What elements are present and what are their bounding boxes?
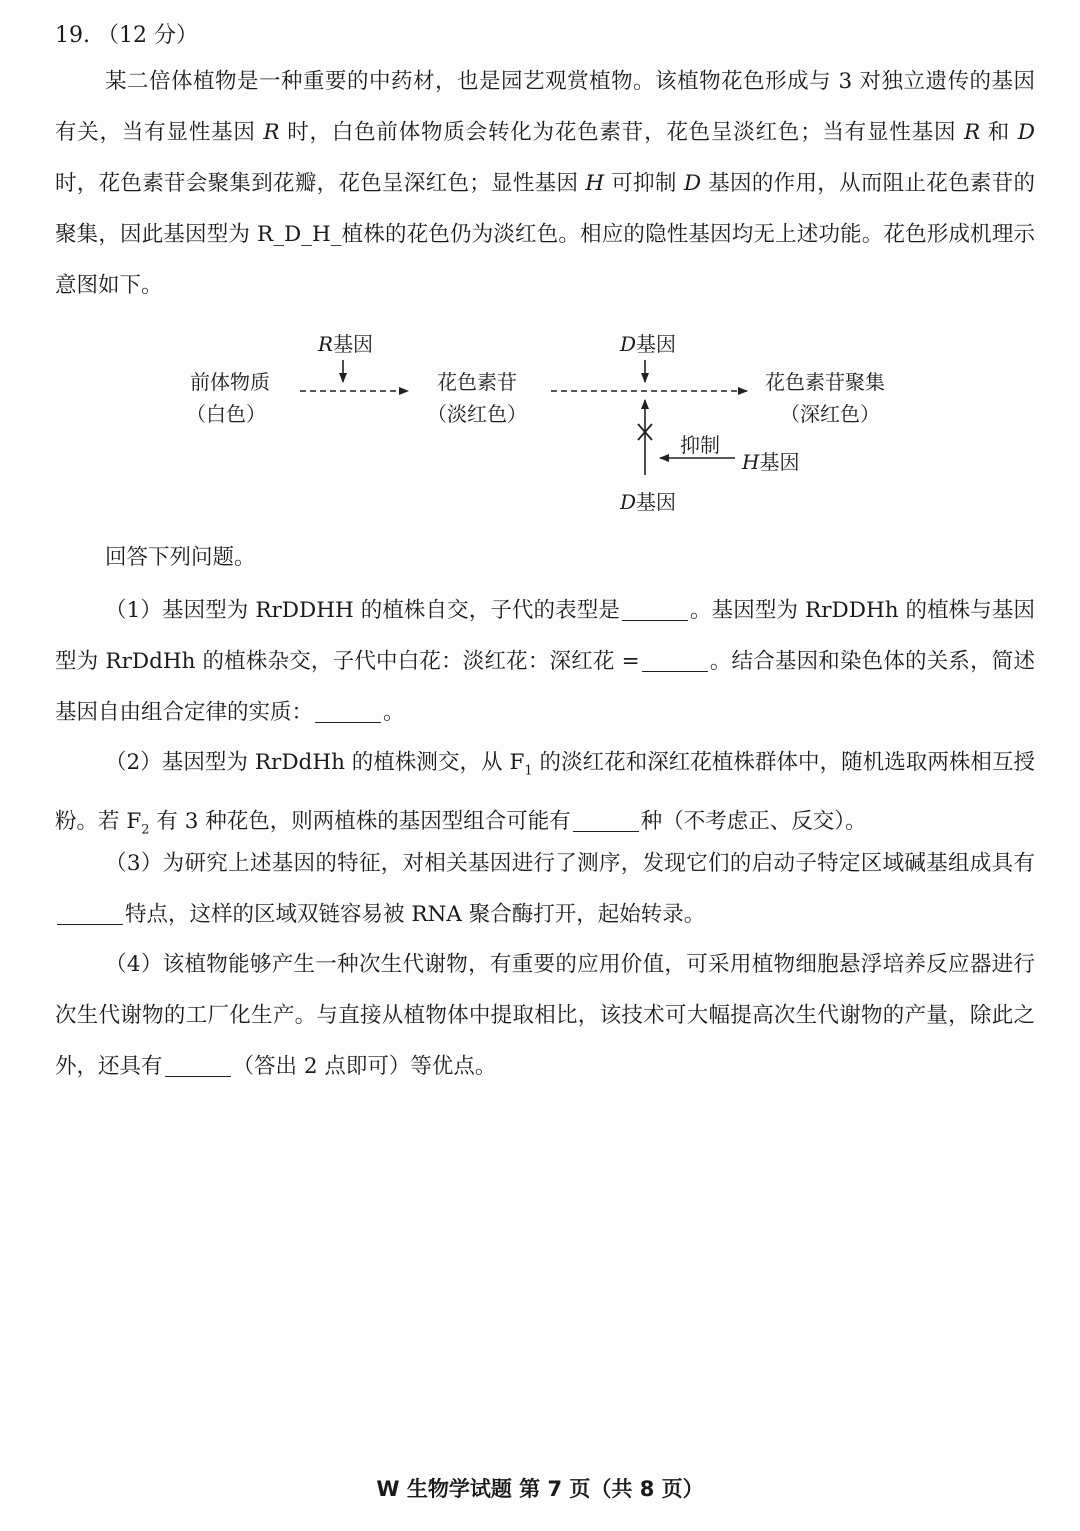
intro-text: 基因的作用，从而阻止花色素苷的聚集，因此基因型为 R_D_H_植株的花色仍为淡红色。相应的隐性基因均无上述功能。花色形成机理示意图如下。: [55, 171, 1035, 298]
intro-text: 和: [980, 120, 1018, 145]
question-number: 19.: [55, 23, 90, 48]
question-3: （3）为研究上述基因的特征，对相关基因进行了测序，发现它们的启动子特定区域碱基组成具有特点，这样的区域双链容易被 RNA 聚合酶打开，起始转录。: [55, 838, 1035, 940]
answer-blank[interactable]: [165, 1052, 231, 1077]
h-gene-label: H基因: [742, 450, 800, 474]
intro-text: 时，白色前体物质会转化为花色素苷，花色呈淡红色；当有显性基因: [279, 120, 964, 145]
gene-d: D: [1017, 120, 1036, 145]
precursor-color-label: （白色）: [186, 402, 266, 426]
gene-r: R: [963, 120, 981, 145]
anthocyanin-label: 花色素苷: [437, 370, 517, 394]
answer-blank[interactable]: [642, 647, 708, 672]
gene-d: D: [683, 171, 702, 196]
page-footer: W 生物学试题 第 7 页（共 8 页）: [376, 1477, 704, 1501]
answer-blank[interactable]: [57, 900, 123, 925]
question-1: （1）基因型为 RrDDHH 的植株自交，子代的表型是 。基因型为 RrDDHh 的植株与基因型为 RrDdHh 的植株杂交，子代中白花：淡红花：深红花 = 。结合基因和染色体的关系，简述基因自由组合定律的实质： 。: [55, 598, 1035, 725]
accumulation-label: 花色素苷聚集: [765, 370, 885, 394]
anthocyanin-color-label: （淡红色）: [427, 402, 527, 426]
intro-paragraph: [55, 56, 1035, 311]
intro-text: 可抑制: [604, 171, 684, 196]
accumulation-color-label: （深红色）: [780, 402, 880, 426]
answer-blank[interactable]: [315, 698, 381, 723]
question-header: [55, 18, 198, 49]
question-4: （4）该植物能够产生一种次生代谢物，有重要的应用价值，可采用植物细胞悬浮培养反应器进行次生代谢物的工厂化生产。与直接从植物体中提取相比，该技术可大幅提高次生代谢物的产量，除此之外，还具有 （答出 2 点即可）等优点。: [55, 952, 1035, 1079]
gene-h: H: [585, 171, 605, 196]
flower-color-mechanism-diagram: [0, 320, 1080, 520]
question-points: （12 分）: [97, 23, 198, 48]
answer-prompt: 回答下列问题。: [105, 545, 256, 570]
answer-blank[interactable]: [622, 596, 688, 621]
diagram-arrows: [0, 320, 1080, 520]
precursor-label: 前体物质: [190, 370, 270, 394]
answer-blank[interactable]: [573, 808, 639, 833]
question-2: （2）基因型为 RrDdHh 的植株测交，从 $F_1$ 的淡红花和深红花植株群体中，随机选取两株相互授粉。若 $F_2$ 有 3 种花色，则两植株的基因型组合可能有 种（不考虑正、反交）。: [55, 750, 1035, 838]
d-gene-top-label: D基因: [620, 332, 677, 356]
r-gene-label: R基因: [318, 332, 374, 356]
d-gene-bottom-label: D基因: [620, 490, 677, 514]
inhibit-label: 抑制: [680, 433, 720, 457]
intro-text: 时，花色素苷会聚集到花瓣，花色呈深红色；显性基因: [55, 171, 586, 196]
gene-r: R: [263, 120, 280, 145]
intro-text: 某二倍体植物是一种重要的中药材，也是园艺观赏植物。该植物花色形成与 3 对独立遗传的基因有关，当有显性基因: [55, 69, 1035, 145]
